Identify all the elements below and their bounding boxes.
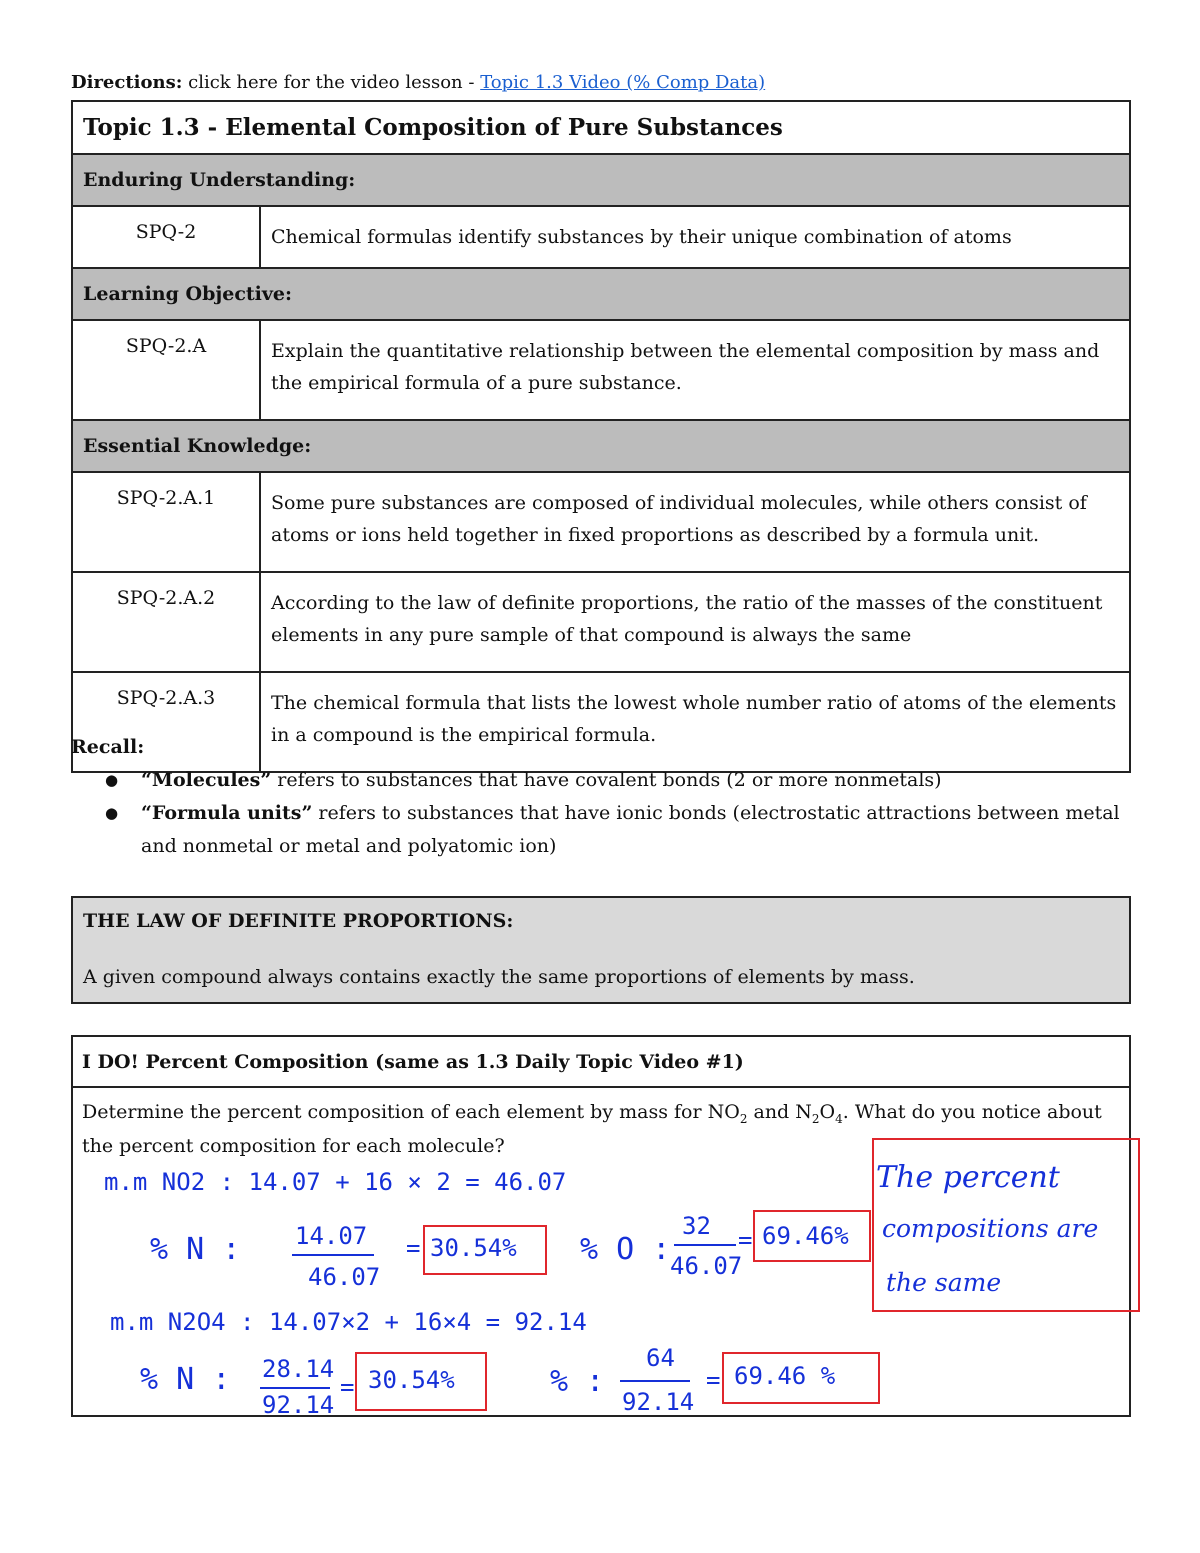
handwritten-numerator: 64 xyxy=(646,1344,675,1372)
fraction-bar xyxy=(292,1254,374,1256)
handwritten-equals: = xyxy=(406,1234,421,1262)
handwritten-numerator: 28.14 xyxy=(262,1355,335,1383)
law-title: THE LAW OF DEFINITE PROPORTIONS: xyxy=(83,910,514,932)
handwritten-note: compositions are xyxy=(882,1214,1099,1243)
directions-label: Directions: xyxy=(71,72,183,93)
eu-text: Chemical formulas identify substances by their unique combination of atoms xyxy=(260,206,1130,268)
eu-code: SPQ-2 xyxy=(72,206,260,268)
video-lesson-link[interactable]: Topic 1.3 Video (% Comp Data) xyxy=(480,72,766,93)
handwritten-note: the same xyxy=(886,1268,1002,1297)
handwritten-molar-mass-no2: m.m NO2 : 14.07 + 16 × 2 = 46.07 xyxy=(104,1168,567,1196)
handwritten-percent-label: % : xyxy=(550,1364,605,1399)
recall-section xyxy=(71,736,1131,863)
fraction-bar xyxy=(620,1380,690,1382)
learning-objective-header: Learning Objective: xyxy=(72,268,1130,320)
recall-list xyxy=(71,764,1131,863)
handwritten-answer: 69.46 % xyxy=(734,1362,836,1390)
question-text: Determine the percent composition of each element by mass for NO xyxy=(82,1101,740,1123)
lo-text: Explain the quantitative relationship between the elemental composition by mass and the empirical formula of a pure substance. xyxy=(260,320,1130,420)
handwritten-answer: 69.46% xyxy=(762,1222,849,1250)
fraction-bar xyxy=(260,1387,330,1389)
handwritten-percent-o-label: % O : xyxy=(580,1232,671,1267)
directions-text: click here for the video lesson - xyxy=(188,72,475,93)
handwritten-note: The percent xyxy=(876,1160,1060,1195)
ek-text: According to the law of definite proportions, the ratio of the masses of the constituent elements in any pure sample of that compound is always the same xyxy=(260,572,1130,672)
handwritten-equals: = xyxy=(340,1373,355,1401)
recall-term: “Formula units” xyxy=(141,802,313,824)
handwritten-percent-n-label: % N : xyxy=(140,1362,231,1397)
ek-code: SPQ-2.A.3 xyxy=(72,672,260,772)
question-text: and N xyxy=(747,1101,812,1123)
handwritten-equals: = xyxy=(706,1366,721,1394)
handwritten-answer: 30.54% xyxy=(430,1234,517,1262)
i-do-header: I DO! Percent Composition (same as 1.3 Daily Topic Video #1) xyxy=(73,1037,1129,1088)
handwritten-denominator: 92.14 xyxy=(622,1388,695,1416)
list-item xyxy=(141,797,1131,863)
subscript: 2 xyxy=(811,1111,820,1126)
ek-code: SPQ-2.A.1 xyxy=(72,472,260,572)
ek-text: The chemical formula that lists the lowest whole number ratio of atoms of the elements in a compound is the empirical formula. xyxy=(260,672,1130,772)
ek-text: Some pure substances are composed of individual molecules, while others consist of atoms or ions held together in fixed proportions as described by a formula unit. xyxy=(260,472,1130,572)
enduring-understanding-header: Enduring Understanding: xyxy=(72,154,1130,206)
handwritten-numerator: 14.07 xyxy=(295,1222,368,1250)
lo-code: SPQ-2.A xyxy=(72,320,260,420)
handwritten-answer: 30.54% xyxy=(368,1366,455,1394)
handwritten-equals: = xyxy=(738,1226,753,1254)
list-item xyxy=(141,764,1131,797)
handwritten-denominator: 92.14 xyxy=(262,1391,335,1419)
ek-code: SPQ-2.A.2 xyxy=(72,572,260,672)
subscript: 4 xyxy=(835,1111,843,1126)
handwritten-denominator: 46.07 xyxy=(670,1252,743,1280)
handwritten-percent-n-label: % N : xyxy=(150,1232,241,1267)
recall-term: “Molecules” xyxy=(141,769,272,791)
topic-table xyxy=(71,100,1131,773)
handwritten-numerator: 32 xyxy=(682,1212,711,1240)
law-box xyxy=(71,896,1131,1004)
subscript: 2 xyxy=(739,1111,748,1126)
handwritten-denominator: 46.07 xyxy=(308,1263,381,1291)
question-text: O xyxy=(819,1101,836,1123)
handwritten-molar-mass-n2o4: m.m N2O4 : 14.07×2 + 16×4 = 92.14 xyxy=(110,1308,587,1336)
fraction-bar xyxy=(674,1244,736,1246)
question-text: . What do you notice about the percent composition for each molecule? xyxy=(82,1101,1102,1157)
topic-title: Topic 1.3 - Elemental Composition of Pure Substances xyxy=(72,101,1130,154)
directions xyxy=(71,72,765,93)
law-text: A given compound always contains exactly the same proportions of elements by mass. xyxy=(83,966,915,988)
essential-knowledge-header: Essential Knowledge: xyxy=(72,420,1130,472)
recall-desc: refers to substances that have ionic bonds (electrostatic attractions between metal and nonmetal or metal and polyatomic ion) xyxy=(141,802,1120,857)
recall-title: Recall: xyxy=(71,736,145,758)
recall-desc: refers to substances that have covalent bonds (2 or more nonmetals) xyxy=(271,769,942,791)
